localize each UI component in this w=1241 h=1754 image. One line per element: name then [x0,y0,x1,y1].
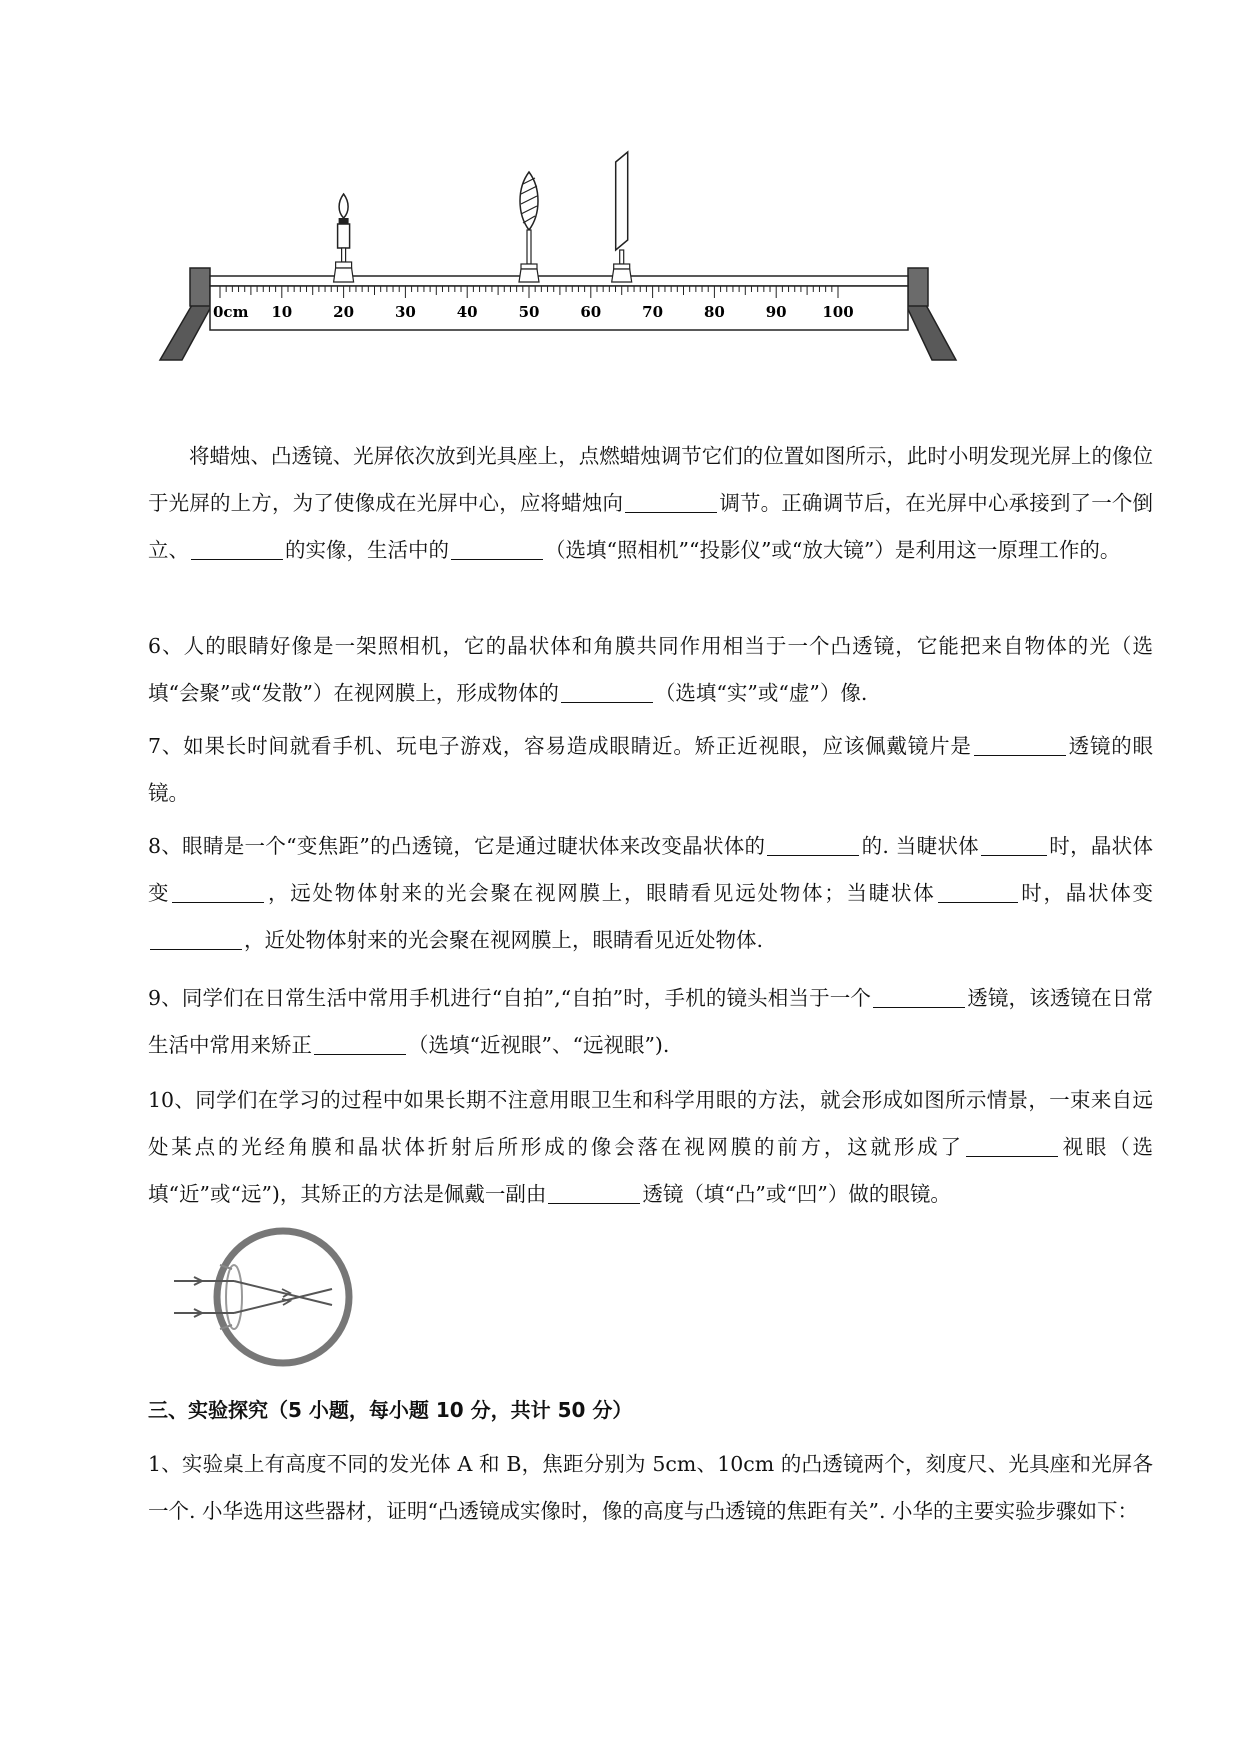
q6-part-2: （选填“实”或“虚”）像. [654,681,868,705]
q8-part-3: 时，晶状体变 [148,834,1153,905]
answer-blank[interactable] [938,882,1018,904]
answer-blank[interactable] [974,735,1066,757]
question-7-text [148,723,1153,817]
q10-part-2: 视眼（选填“近”或“远”)，其矫正的方法是佩戴一副由 [148,1135,1154,1206]
q5-part-1: 将蜡烛、凸透镜、光屏依次放到光具座上，点燃蜡烛调节它们的位置如图所示，此时小明发现光屏上的像位于光屏的上方，为了使像成在光屏中心，应将蜡烛向 [148,444,1153,515]
answer-blank[interactable] [172,882,264,904]
convex-lens [519,172,539,282]
question-6-text [148,623,1153,717]
answer-blank[interactable] [873,987,965,1009]
question-10-text [148,1077,1153,1218]
answer-blank[interactable] [548,1183,640,1205]
answer-blank[interactable] [966,1136,1058,1158]
q8-part-4: ，远处物体射来的光会聚在视网膜上，眼睛看见远处物体；当睫状体 [266,881,936,905]
answer-blank[interactable] [625,492,717,514]
answer-blank[interactable] [314,1034,406,1056]
scale-tick-label: 10 [271,303,293,321]
q10-part-1: 10、同学们在学习的过程中如果长期不注意用眼卫生和科学用眼的方法，就会形成如图所示情景，一束来自远处某点的光经角膜和晶状体折射后所形成的像会落在视网膜的前方，这就形成了 [148,1088,1153,1159]
candle [334,194,354,282]
scale-tick-label: 80 [703,303,725,321]
scale-tick-label: 90 [765,303,787,321]
scale-tick-label: 60 [580,303,602,321]
q7-part-2: 透镜的眼镜。 [148,734,1154,805]
answer-blank[interactable] [561,682,653,704]
scale-tick-label: 100 [822,303,854,321]
left-bench-leg [160,305,212,360]
scale-tick-label: 70 [642,303,664,321]
q8-part-2: 的. 当睫状体 [861,834,979,858]
screen-panel [616,152,628,250]
q10-part-3: 透镜（填“凸”或“凹”）做的眼镜。 [642,1182,951,1206]
q5-part-3: 的实像，生活中的 [285,538,449,562]
q9-part-2: 透镜，该透镜在日常生活中常用来矫正 [148,986,1153,1057]
right-bench-leg [906,305,956,360]
left-bench-support [190,268,210,306]
q5-part-4: （选填“照相机”“投影仪”或“放大镜”）是利用这一原理工作的。 [545,538,1121,562]
right-bench-support [908,268,928,306]
question-5-text [148,433,1153,574]
candle-flame [339,194,348,218]
q6-part-1: 6、人的眼睛好像是一架照相机，它的晶状体和角膜共同作用相当于一个凸透镜，它能把来自物体的光（选填“会聚”或“发散”）在视网膜上，形成物体的 [148,634,1153,705]
scale-tick-label: 0cm [213,303,249,321]
q7-part-1: 7、如果长时间就看手机、玩电子游戏，容易造成眼睛近。矫正近视眼，应该佩戴镜片是 [148,734,972,758]
question-9-text [148,975,1153,1069]
section-3-heading: 三、实验探究（5 小题，每小题 10 分，共计 50 分） [148,1398,633,1422]
optical-bench-figure [150,135,970,415]
crystalline-lens [226,1265,242,1329]
scale-tick-label: 50 [518,303,540,321]
scale-tick-label: 20 [333,303,355,321]
light-screen [612,152,632,282]
q5-part-2: 调节。正确调节后，在光屏中心承接到了一个倒立、 [148,491,1154,562]
q9-part-3: （选填“近视眼”、“远视眼”). [408,1033,670,1057]
q8-part-1: 8、眼睛是一个“变焦距”的凸透镜，它是通过睫状体来改变晶状体的 [148,834,766,858]
answer-blank[interactable] [191,539,283,561]
scale-ruler [210,286,908,330]
scale-tick-label: 30 [394,303,416,321]
answer-blank[interactable] [767,835,859,857]
q8-part-6: ，近处物体射来的光会聚在视网膜上，眼睛看见近处物体. [244,928,764,952]
eye-myopia-figure [170,1225,360,1375]
bench-rail [210,276,908,286]
q8-part-5: 时，晶状体变 [1019,881,1153,905]
answer-blank[interactable] [150,929,242,951]
experiment-1-text: 1、实验桌上有高度不同的发光体 A 和 B，焦距分别为 5cm、10cm 的凸透镜两个，刻度尺、光具座和光屏各一个. 小华选用这些器材，证明“凸透镜成实像时，像的高度与凸透镜的焦距有关”. 小华的主要实验步骤如下： [148,1452,1153,1523]
q9-part-1: 9、同学们在日常生活中常用手机进行“自拍”,“自拍”时，手机的镜头相当于一个 [148,986,872,1010]
answer-blank[interactable] [981,835,1047,857]
answer-blank[interactable] [451,539,543,561]
scale-tick-label: 40 [456,303,478,321]
question-8-text [148,823,1153,964]
